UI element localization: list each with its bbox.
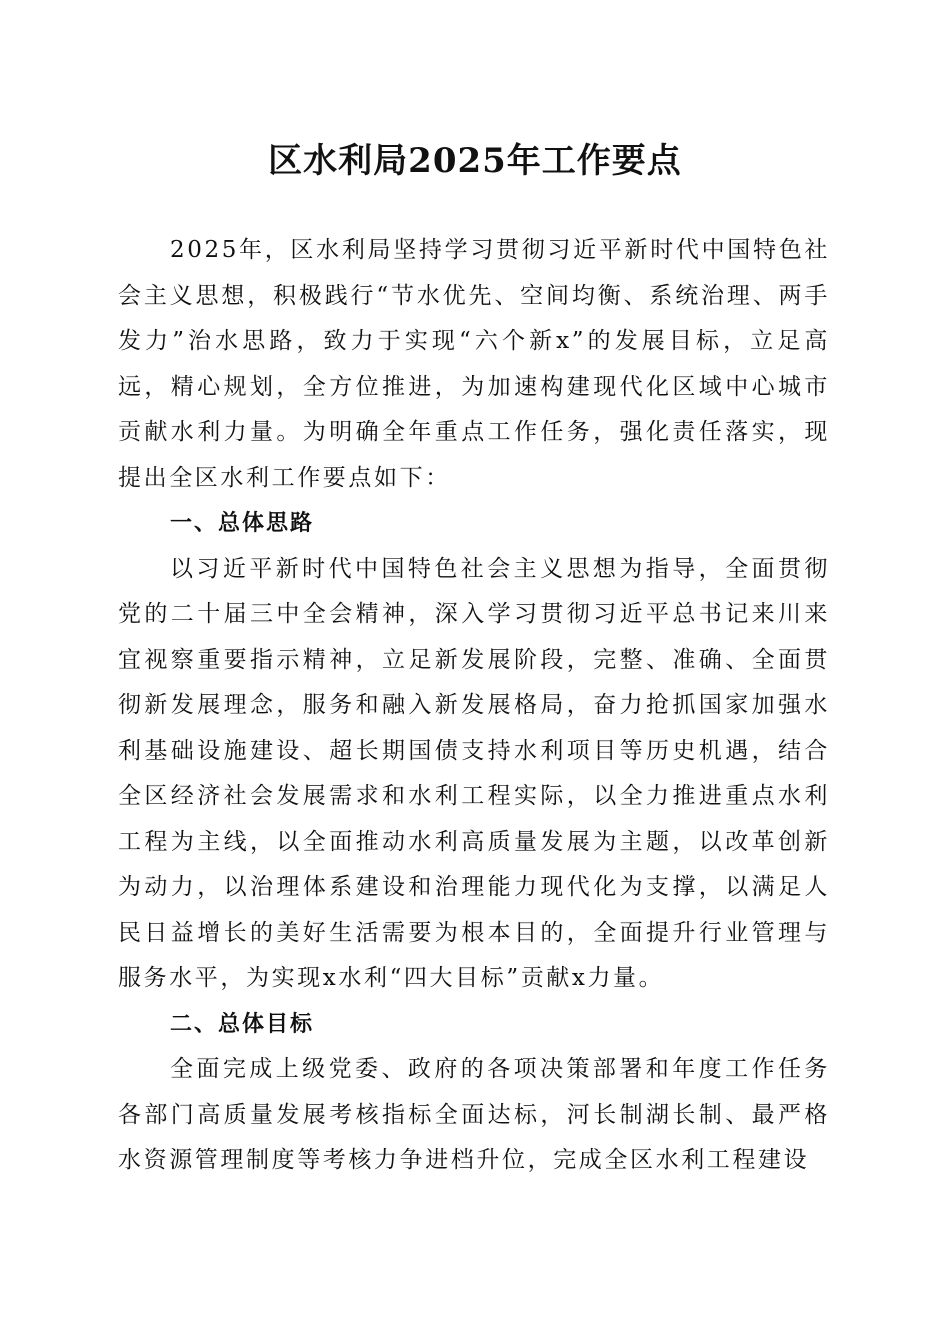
document-title: 区水利局2025年工作要点: [268, 141, 682, 181]
intro-paragraph: 2025年，区水利局坚持学习贯彻习近平新时代中国特色社会主义思想，积极践行“节水优先、空间均衡、系统治理、两手发力”治水思路，致力于实现“六个新x”的发展目标，立足高远，精心规划，全方位推进，为加速构建现代化区域中心城市贡献水利力量。为明确全年重点工作任务，强化责任落实，现提出全区水利工作要点如下：: [118, 237, 830, 491]
section-heading-overall-goals: 二、总体目标: [170, 1011, 315, 1037]
document-body: [118, 228, 830, 1184]
section-paragraph-overall-goals: 全面完成上级党委、政府的各项决策部署和年度工作任务各部门高质量发展考核指标全面达标，河长制湖长制、最严格水资源管理制度等考核力争进档升位，完成全区水利工程建设: [118, 1056, 830, 1173]
section-heading-overall-approach: 一、总体思路: [170, 511, 315, 536]
section-paragraph-overall-approach: 以习近平新时代中国特色社会主义思想为指导，全面贯彻党的二十届三中全会精神，深入学习贯彻习近平总书记来川来宜视察重要指示精神，立足新发展阶段，完整、准确、全面贯彻新发展理念，服务和融入新发展格局，奋力抢抓国家加强水利基础设施建设、超长期国债支持水利项目等历史机遇，结合全区经济社会发展需求和水利工程实际，以全力推进重点水利工程为主线，以全面推动水利高质量发展为主题，以改革创新为动力，以治理体系建设和治理能力现代化为支撑，以满足人民日益增长的美好生活需要为根本目的，全面提升行业管理与服务水平，为实现x水利“四大目标”贡献x力量。: [118, 555, 830, 991]
